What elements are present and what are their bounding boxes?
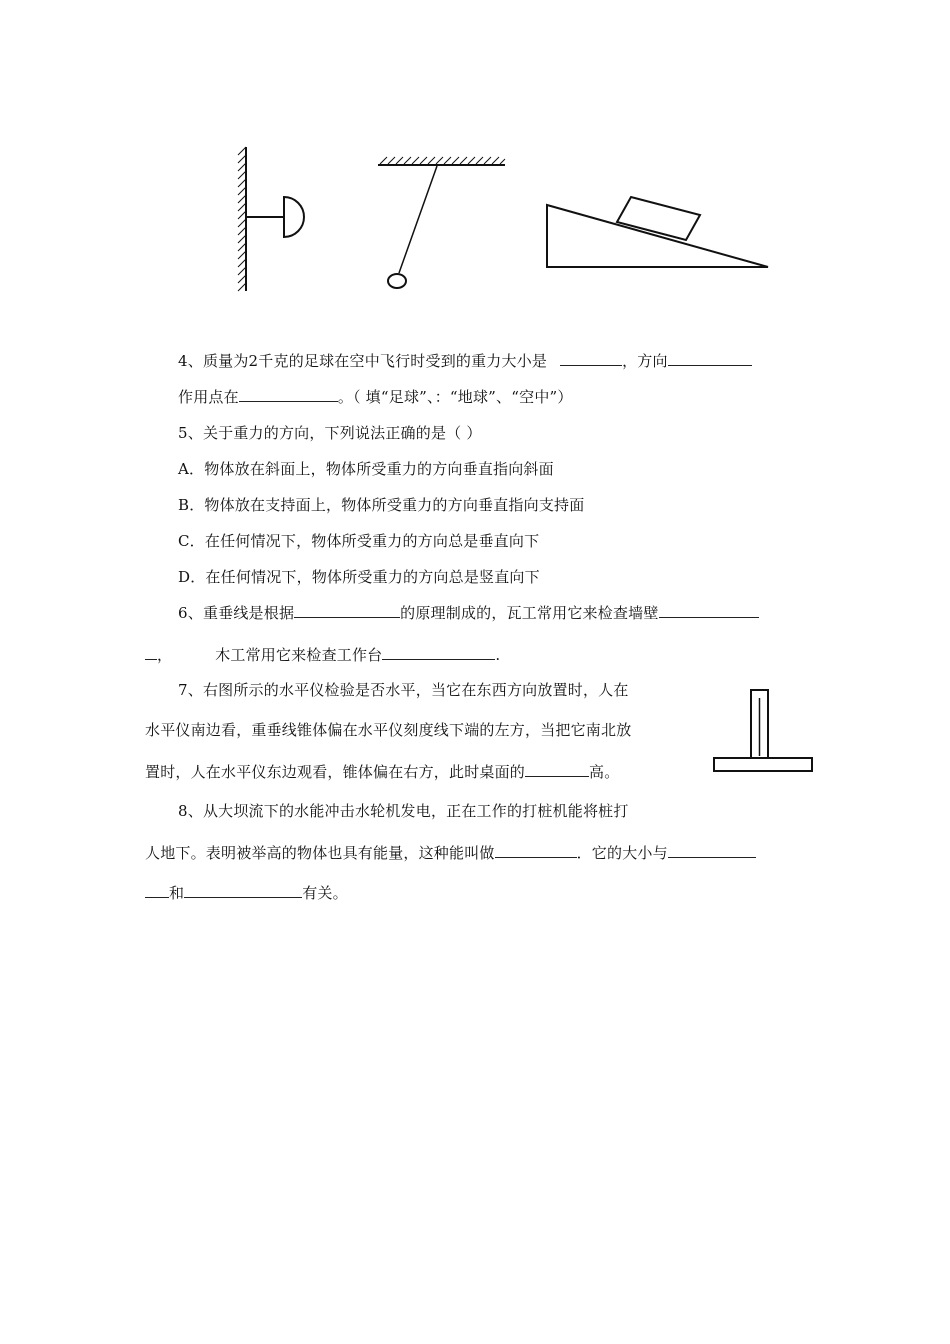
spirit-level-figure (710, 688, 818, 776)
q4-line2 (178, 387, 573, 407)
q5-option-b[interactable]: B．物体放在支持面上，物体所受重力的方向垂直指向支持面 (178, 496, 585, 514)
q7-text-a: 置时，人在水平仪东边观看，锥体偏在右方，此时桌面的 (145, 763, 526, 781)
q8-blank-factor2[interactable] (184, 883, 302, 898)
q4-text-a: 4、质量为2千克的足球在空中飞行时受到的重力大小是 (178, 352, 548, 370)
q6-blank-wall[interactable] (659, 603, 759, 618)
q8-text-a: 人地下。表明被举高的物体也具有能量，这种能叫做 (145, 844, 495, 862)
q5-stem: 5、关于重力的方向，下列说法正确的是（ ） (178, 424, 482, 442)
q8-text-d: 有关。 (302, 884, 348, 902)
q4-text-b: ，方向 (622, 352, 668, 370)
wall-lamp-figure (232, 145, 312, 295)
q5-option-c[interactable]: C．在任何情况下，物体所受重力的方向总是垂直向下 (178, 532, 540, 550)
q6-text-e: . (495, 646, 501, 664)
q5-option-a[interactable]: A．物体放在斜面上，物体所受重力的方向垂直指向斜面 (178, 460, 554, 478)
q4-text-c: 作用点在 (178, 388, 239, 406)
q6-text-c: ， (157, 646, 173, 664)
q4-blank-gravity[interactable] (560, 351, 622, 366)
q6-line2 (145, 645, 500, 665)
q4-text-d: 。（ 填“足球”、：“地球”、“空中”） (337, 388, 573, 406)
q8-blank-energy[interactable] (495, 843, 577, 858)
q4-line1 (178, 351, 752, 371)
q7-line2: 水平仪南边看，重垂线锥体偏在水平仪刻度线下端的左方，当把它南北放 (145, 721, 632, 739)
q7-line3 (145, 762, 619, 782)
q8-line3 (145, 883, 348, 903)
q6-text-a: 6、重垂线是根据 (178, 604, 295, 622)
q6-blank-table[interactable] (382, 645, 495, 660)
pendulum-figure (375, 153, 510, 293)
q7-text-b: 高。 (589, 763, 620, 781)
q4-blank-point[interactable] (239, 387, 338, 402)
q7-blank-side[interactable] (525, 762, 589, 777)
q8-text-b: ．它的大小与 (576, 844, 668, 862)
q6-line1 (178, 603, 759, 623)
q6-blank-principle[interactable] (294, 603, 400, 618)
incline-block-figure (540, 195, 775, 273)
q8-text-c: 和 (169, 884, 185, 902)
q8-blank-factor1-cont[interactable] (145, 883, 169, 898)
q6-text-d: 木工常用它来检查工作台 (215, 646, 383, 664)
q6-blank-wall-cont[interactable] (145, 645, 157, 660)
q5-option-d[interactable]: D．在任何情况下，物体所受重力的方向总是竖直向下 (178, 568, 540, 586)
q8-blank-factor1[interactable] (668, 843, 756, 858)
q6-text-b: 的原理制成的，瓦工常用它来检查墙壁 (400, 604, 659, 622)
q7-line1: 7、右图所示的水平仪检验是否水平，当它在东西方向放置时，人在 (178, 681, 629, 699)
q8-line2 (145, 843, 756, 863)
q4-blank-direction[interactable] (668, 351, 752, 366)
q8-line1: 8、从大坝流下的水能冲击水轮机发电，正在工作的打桩机能将桩打 (178, 802, 629, 820)
